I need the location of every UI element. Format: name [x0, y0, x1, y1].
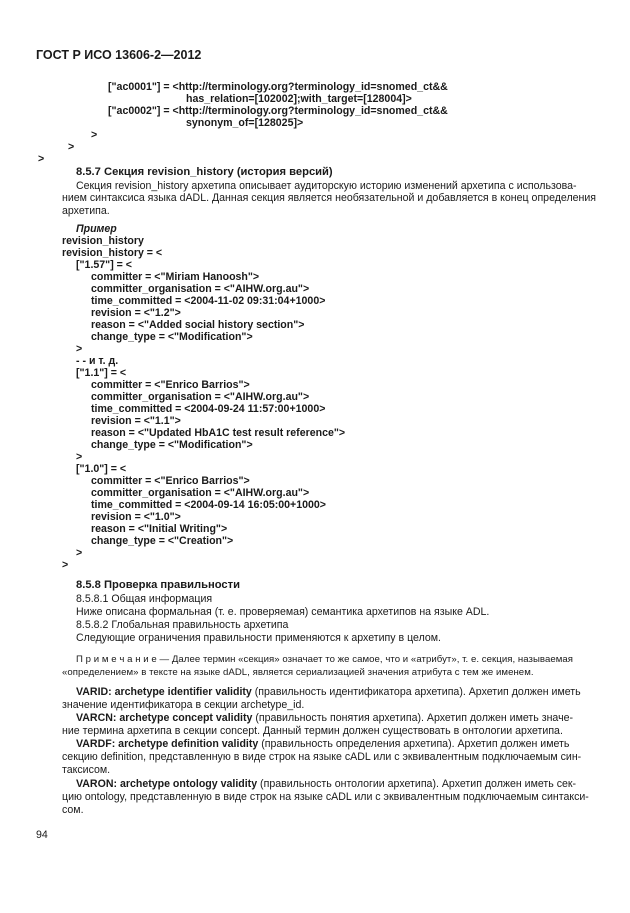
code-line: revision = <"1.2">: [91, 307, 181, 319]
code-line: ["ac0002"] = <http://terminology.org?terminology_id=snomed_ct&&: [108, 105, 448, 117]
paragraph-line: нием синтаксиса языка dADL. Данная секция является необязательной и добавляется в конец определения: [62, 192, 597, 204]
section-heading: 8.5.7 Секция revision_history (история версий): [76, 166, 333, 178]
paragraph-line: Секция revision_history архетипа описывает аудиторскую историю изменений архетипа с использова-: [76, 180, 577, 192]
subsection-heading: 8.5.8.2 Глобальная правильность архетипа: [76, 619, 289, 631]
rule-text: (правильность онтологии архетипа). Архетип должен иметь сек-: [257, 778, 577, 790]
code-line: ["1.0"] = <: [76, 463, 127, 475]
code-line: revision_history = <: [62, 247, 163, 259]
code-line: committer_organisation = <"AIHW.org.au">: [91, 391, 310, 403]
code-line: time_committed = <2004-11-02 09:31:04+1000>: [91, 295, 326, 307]
code-line: reason = <"Added social history section">: [91, 319, 305, 331]
code-line: revision = <"1.0">: [91, 511, 181, 523]
rule-varon: [76, 778, 576, 790]
page-number: 94: [36, 829, 48, 841]
rule-code: VARID: archetype identifier validity: [76, 686, 252, 698]
document-header: ГОСТ Р ИСО 13606-2—2012: [36, 48, 202, 62]
paragraph-line: Ниже описана формальная (т. е. проверяемая) семантика архетипов на языке ADL.: [76, 606, 490, 618]
rule-code: VARON: archetype ontology validity: [76, 778, 258, 790]
code-line: ["1.1"] = <: [76, 367, 127, 379]
code-line: change_type = <"Creation">: [91, 535, 234, 547]
code-line: >: [76, 451, 83, 463]
code-line: - - и т. д.: [76, 355, 119, 367]
paragraph-line: таксисом.: [62, 764, 111, 776]
note-label: П р и м е ч а н и е: [76, 654, 157, 665]
code-line: committer_organisation = <"AIHW.org.au">: [91, 283, 310, 295]
code-line: ["1.57"] = <: [76, 259, 132, 271]
code-line: >: [68, 141, 75, 153]
rule-text: (правильность идентификатора архетипа). Архетип должен иметь: [251, 686, 581, 698]
note-line: [76, 654, 573, 666]
code-line: committer = <"Miriam Hanoosh">: [91, 271, 260, 283]
code-line: committer_organisation = <"AIHW.org.au">: [91, 487, 310, 499]
code-line: revision = <"1.1">: [91, 415, 181, 427]
note-text: — Далее термин «секция» означает то же самое, что и «атрибут», т. е. секция, называемая: [156, 654, 574, 665]
code-line: >: [76, 547, 83, 559]
code-line: reason = <"Updated HbA1C test result reference">: [91, 427, 346, 439]
code-line: >: [76, 343, 83, 355]
code-line: >: [91, 129, 98, 141]
code-line: committer = <"Enrico Barrios">: [91, 475, 250, 487]
note-line: «определением» в тексте на языке dADL, является сериализацией значения атрибута с тем же именем.: [62, 667, 534, 678]
paragraph-line: секцию definition, представленную в виде строк на языке cADL или с эквивалентным подключаемым син-: [62, 751, 582, 763]
code-line: change_type = <"Modification">: [91, 439, 253, 451]
code-line: ["ac0001"] = <http://terminology.org?terminology_id=snomed_ct&&: [108, 81, 448, 93]
code-line: reason = <"Initial Writing">: [91, 523, 228, 535]
code-line: >: [38, 153, 45, 165]
rule-vardf: [76, 738, 569, 750]
code-line: change_type = <"Modification">: [91, 331, 253, 343]
paragraph-line: Следующие ограничения правильности применяются к архетипу в целом.: [76, 632, 441, 644]
example-label: Пример: [76, 223, 117, 235]
rule-text: (правильность определения архетипа). Архетип должен иметь: [258, 738, 570, 750]
subsection-heading: 8.5.8.1 Общая информация: [76, 593, 213, 605]
rule-code: VARCN: archetype concept validity: [76, 712, 253, 724]
code-line: has_relation=[102002];with_target=[128004]>: [186, 93, 412, 105]
paragraph-line: сом.: [62, 804, 84, 816]
code-line: >: [62, 559, 69, 571]
code-line: time_committed = <2004-09-14 16:05:00+1000>: [91, 499, 326, 511]
rule-varid: [76, 686, 581, 698]
rule-text: (правильность понятия архетипа). Архетип должен иметь значе-: [252, 712, 574, 724]
section-heading: 8.5.8 Проверка правильности: [76, 579, 240, 591]
code-line: committer = <"Enrico Barrios">: [91, 379, 250, 391]
rule-varcn: [76, 712, 573, 724]
paragraph-line: цию ontology, представленную в виде строк на языке cADL или с эквивалентным подключаемым синтакси-: [62, 791, 589, 803]
code-line: revision_history: [62, 235, 144, 247]
paragraph-line: ние термина архетипа в секции concept. Данный термин должен существовать в онтологии архетипа.: [62, 725, 563, 737]
rule-code: VARDF: archetype definition validity: [76, 738, 259, 750]
code-line: time_committed = <2004-09-24 11:57:00+1000>: [91, 403, 326, 415]
paragraph-line: архетипа.: [62, 205, 110, 217]
paragraph-line: значение идентификатора в секции archetype_id.: [62, 699, 305, 711]
code-line: synonym_of=[128025]>: [186, 117, 304, 129]
